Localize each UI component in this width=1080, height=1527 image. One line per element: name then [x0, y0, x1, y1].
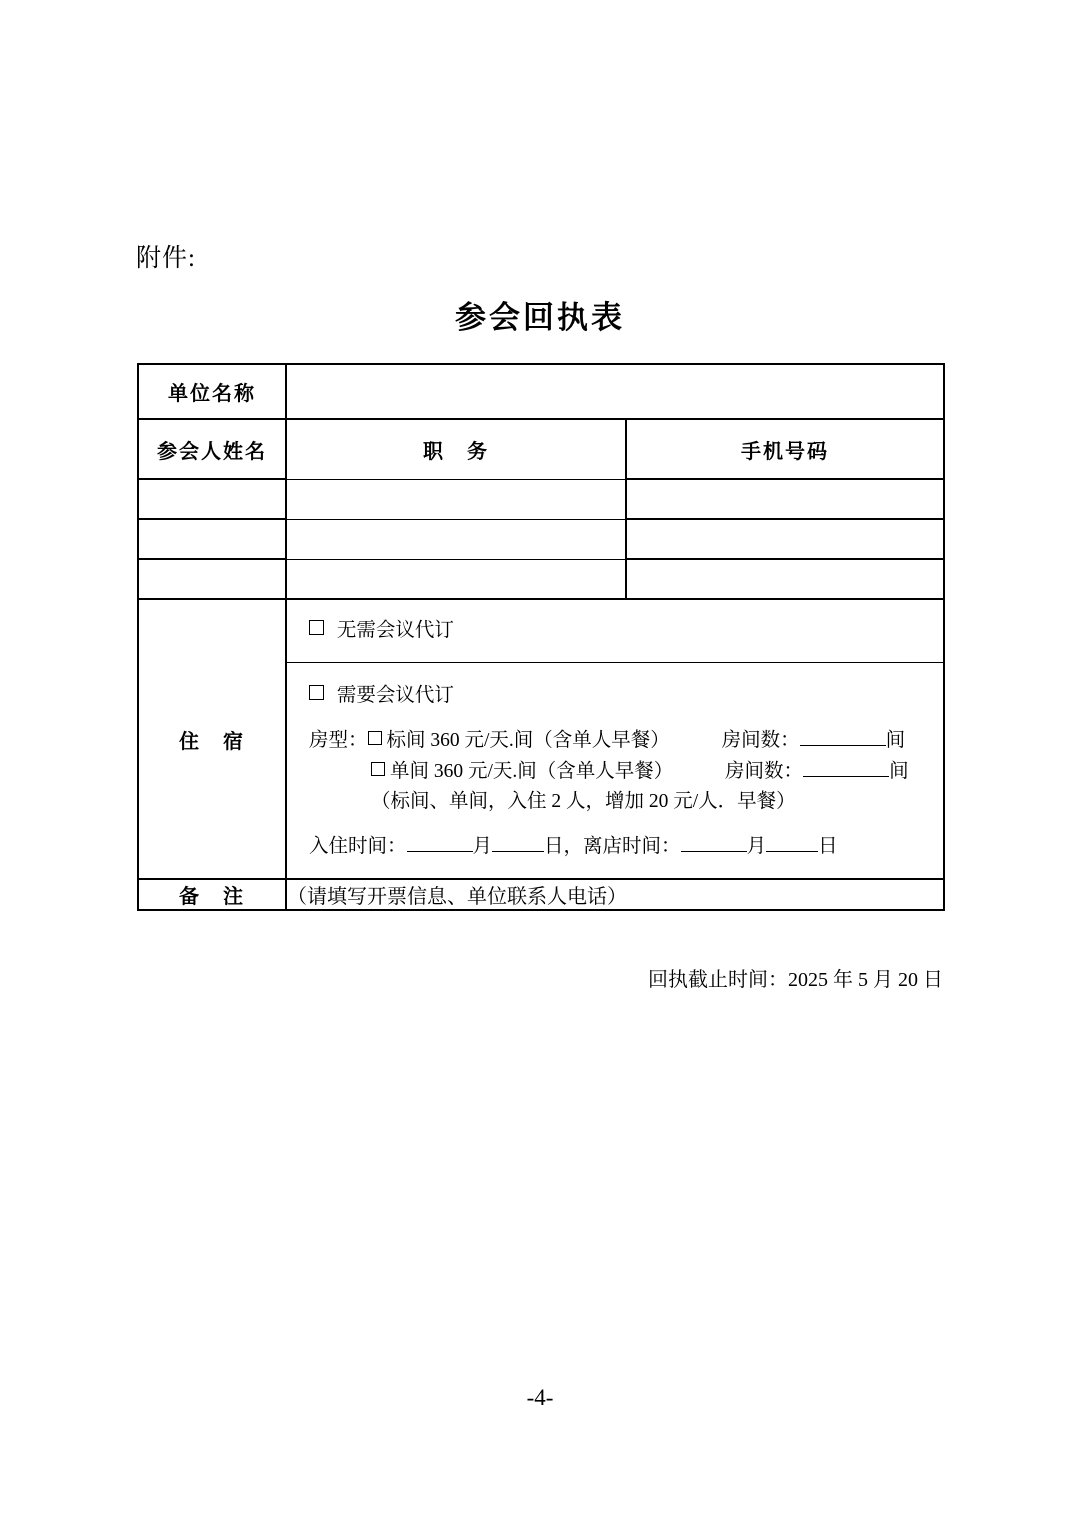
- table-row: [138, 479, 944, 519]
- checkin-label: 入住时间：: [309, 836, 407, 858]
- lodging-option-need-booking-block: [287, 663, 943, 878]
- checkin-checkout-row: [309, 832, 943, 862]
- cell-attendee-name[interactable]: [138, 559, 286, 599]
- table-row: [138, 519, 944, 559]
- lodging-option-need-booking-row[interactable]: [309, 681, 943, 711]
- header-mobile: 手机号码: [626, 419, 944, 479]
- table-row-lodging: [138, 599, 944, 879]
- checkin-month-unit: 月: [472, 836, 493, 858]
- header-position: 职 务: [286, 419, 626, 479]
- checkout-month-input[interactable]: [681, 851, 747, 852]
- checkin-day-unit: 日: [544, 836, 564, 858]
- table-header-row: [138, 419, 944, 479]
- checkout-label: ，离店时间：: [563, 836, 681, 858]
- cell-position[interactable]: [286, 479, 626, 519]
- checkbox-icon[interactable]: [309, 620, 324, 635]
- checkin-month-input[interactable]: [407, 851, 473, 852]
- deadline-note: 回执截止时间：2025 年 5 月 20 日: [648, 969, 943, 991]
- checkout-day-input[interactable]: [766, 851, 818, 852]
- cell-mobile[interactable]: [626, 559, 944, 599]
- checkbox-icon[interactable]: [371, 762, 385, 776]
- lodging-option-need-booking-label: 需要会议代订: [336, 685, 454, 707]
- checkout-month-unit: 月: [746, 836, 767, 858]
- cell-mobile[interactable]: [626, 519, 944, 559]
- attendance-receipt-table: [137, 363, 945, 911]
- cell-mobile[interactable]: [626, 479, 944, 519]
- checkbox-icon[interactable]: [309, 685, 324, 700]
- single-room-count-input[interactable]: [803, 776, 889, 777]
- page-title: 参会回执表: [455, 300, 625, 335]
- lodging-option-no-booking-row[interactable]: [287, 600, 943, 663]
- header-attendee-name: 参会人姓名: [138, 419, 286, 479]
- cell-position[interactable]: [286, 559, 626, 599]
- roomtype-single-label: 单间 360 元/天.间（含单人早餐）: [390, 760, 674, 782]
- unit-name-value[interactable]: [286, 364, 944, 419]
- lodging-label: 住 宿: [138, 599, 286, 879]
- roomtype-standard-row: [309, 726, 943, 756]
- checkbox-icon[interactable]: [368, 731, 382, 745]
- attachment-label: 附件:: [136, 245, 196, 272]
- lodging-content: [286, 599, 944, 879]
- roomtype-single-row: [309, 757, 943, 787]
- table-row-unit-name: [138, 364, 944, 419]
- lodging-extra-note: （标间、单间，入住 2 人，增加 20 元/人．早餐）: [371, 790, 796, 812]
- table-row-remark: [138, 879, 944, 910]
- standard-room-count-input[interactable]: [800, 745, 886, 746]
- cell-attendee-name[interactable]: [138, 519, 286, 559]
- room-unit: 间: [889, 760, 909, 782]
- cell-attendee-name[interactable]: [138, 479, 286, 519]
- cell-position[interactable]: [286, 519, 626, 559]
- page-number: -4-: [526, 1385, 554, 1410]
- remark-label: 备 注: [138, 879, 286, 910]
- checkin-day-input[interactable]: [492, 851, 544, 852]
- single-room-count-label: 房间数：: [725, 760, 804, 782]
- lodging-option-no-booking-label: 无需会议代订: [336, 620, 454, 641]
- remark-value[interactable]: （请填写开票信息、单位联系人电话）: [286, 879, 944, 910]
- unit-name-label: 单位名称: [138, 364, 286, 419]
- room-unit: 间: [885, 730, 906, 752]
- roomtype-standard-label: 标间 360 元/天.间（含单人早餐）: [386, 730, 670, 752]
- table-row: [138, 559, 944, 599]
- roomtype-prefix: 房型：: [309, 730, 368, 752]
- standard-room-count-label: 房间数：: [721, 730, 800, 752]
- checkout-day-unit: 日: [818, 836, 838, 858]
